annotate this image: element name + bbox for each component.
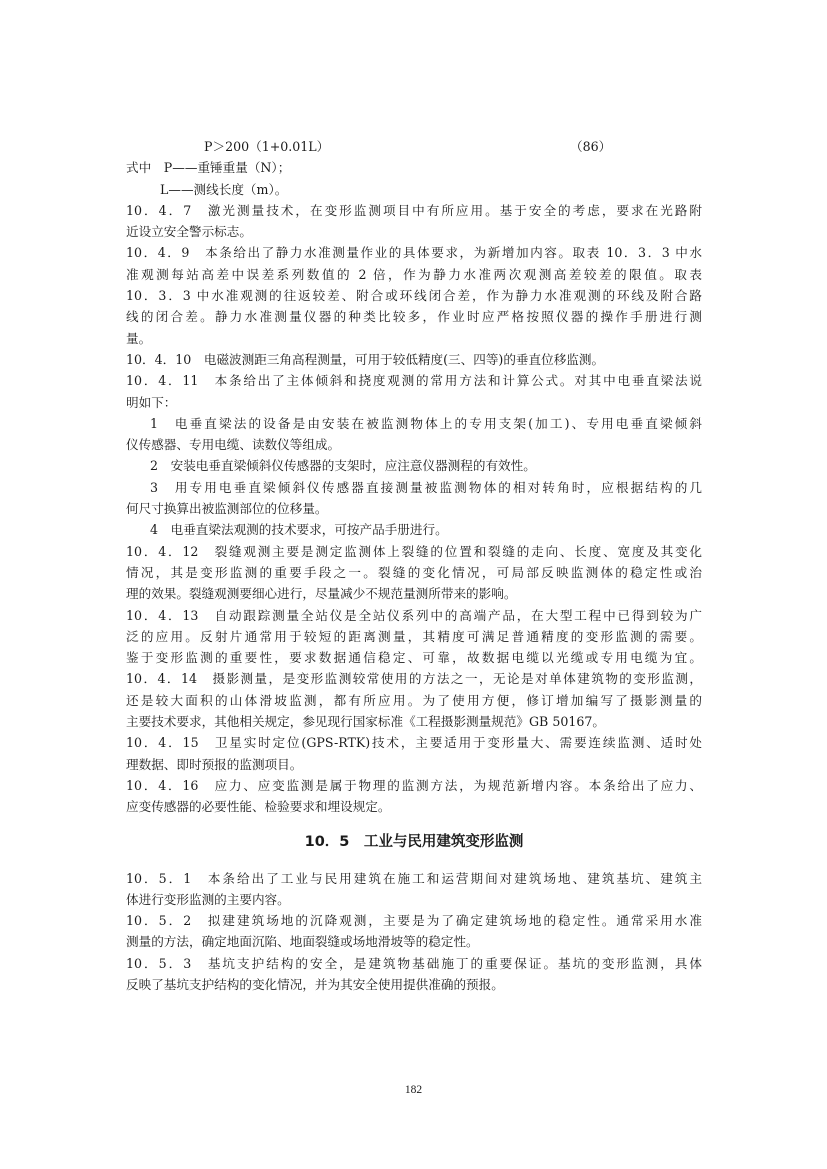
text-line: 应变传感器的必要性能、检验要求和埋设规定。	[126, 799, 391, 815]
text-line: 何尺寸换算出被监测部位的位移量。	[126, 501, 328, 517]
text-line: 体进行变形监测的主要内容。	[126, 891, 290, 907]
text-line: 10．4．16 应力、应变监测是属于物理的监测方法，为规范新增内容。本条给出了应力、	[126, 777, 702, 793]
text-line: 10．5．1 本条给出了工业与民用建筑在施工和运营期间对建筑场地、建筑基坑、建筑主	[126, 870, 702, 886]
formula-line	[126, 136, 702, 157]
page-number: 182	[404, 1084, 423, 1096]
page-body	[126, 136, 702, 995]
text-line: 10．4．10 电磁波测距三角高程测量，可用于较低精度(三、四等)的垂直位移监测。	[126, 351, 605, 367]
text-line: 10．4．15 卫星实时定位(GPS-RTK)技术，主要适用于变形量大、需要连续监测、适时处	[126, 735, 702, 751]
section-heading: 10．5 工业与民用建筑变形监测	[304, 833, 524, 850]
text-line: 10．5．3 基坑支护结构的安全，是建筑物基础施丁的重要保证。基坑的变形监测，具体	[126, 955, 702, 971]
text-line: 10．4．14 摄影测量，是变形监测较常使用的方法之一，无论是对单体建筑物的变形监测，	[126, 671, 702, 687]
text-line: 线的闭合差。静力水准测量仪器的种类比较多，作业时应严格按照仪器的操作手册进行测	[126, 309, 702, 325]
formula-expression: P＞200（1+0.01L）	[204, 139, 330, 154]
text-line: 情况，其是变形监测的重要手段之一。裂缝的变化情况，可局部反映监测体的稳定性或治	[126, 564, 702, 580]
text-line: 量。	[126, 330, 152, 346]
text-line: 理的效果。裂缝观测要细心进行，尽量减少不规范量测所带来的影响。	[126, 586, 517, 602]
text-line: 10．5．2 拟建建筑场地的沉降观测，主要是为了确定建筑场地的稳定性。通常采用水准	[126, 913, 702, 929]
list-item-line: 3 用专用电垂直梁倾斜仪传感器直接测量被监测物体的相对转角时，应根据结构的几	[150, 479, 702, 495]
text-line: 10．4．13 自动跟踪测量全站仪是全站仪系列中的高端产品，在大型工程中已得到较为广	[126, 607, 702, 623]
text-line: 近设立安全警示标志。	[126, 224, 252, 240]
list-item-line: 1 电垂直梁法的设备是由安装在被监测物体上的专用支架(加工)、专用电垂直梁倾斜	[150, 415, 702, 431]
text-line: 10．4．7 激光测量技术，在变形监测项目中有所应用。基于安全的考虑，要求在光路附	[126, 202, 702, 218]
text-line: 测量的方法，确定地面沉陷、地面裂缝或场地滑坡等的稳定性。	[126, 934, 479, 950]
text-line: 准观测每站高差中误差系列数值的 2 倍，作为静力水准两次观测高差较差的限值。取表	[126, 266, 702, 282]
text-line: 10．4．9 本条给出了静力水准测量作业的具体要求，为新增加内容。取表 10．3．3 中水	[126, 245, 702, 261]
text-line: 10．3．3 中水准观测的往返较差、附合或环线闭合差，作为静力水准观测的环线及附合路	[126, 288, 702, 304]
text-line: 还是较大面积的山体滑坡监测，都有所应用。为了使用方便，修订增加编写了摄影测量的	[126, 692, 702, 708]
text-line: 仪传感器、专用电缆、读数仪等组成。	[126, 437, 341, 453]
text-line: 明如下：	[126, 394, 177, 410]
text-line: 10．4．12 裂缝观测主要是测定监测体上裂缝的位置和裂缝的走向、长度、宽度及其变化	[126, 543, 702, 559]
list-item-line: 4 电垂直梁法观测的技术要求，可按产品手册进行。	[150, 522, 448, 538]
formula-number: （86）	[570, 139, 612, 154]
text-line: 主要技术要求，其他相关规定，参见现行国家标准《工程摄影测量规范》GB 50167。	[126, 714, 605, 730]
text-line: 10．4．11 本条给出了主体倾斜和挠度观测的常用方法和计算公式。对其中电垂直梁法说	[126, 373, 702, 389]
list-item-line: 2 安装电垂直梁倾斜仪传感器的支架时，应注意仪器测程的有效性。	[150, 458, 536, 474]
text-line: 泛的应用。反射片通常用于较短的距离测量，其精度可满足普通精度的变形监测的需要。	[126, 628, 702, 644]
text-line: 理数据、即时预报的监测项目。	[126, 756, 303, 772]
where-line: L——测线长度（m）。	[160, 181, 288, 197]
text-line: 反映了基坑支护结构的变化情况，并为其安全使用提供准确的预报。	[126, 976, 504, 992]
where-line: 式中 P——重锤重量（N）；	[126, 160, 291, 176]
text-line: 鉴于变形监测的重要性，要求数据通信稳定、可靠，故数据电缆以光缆或专用电缆为宜。	[126, 650, 702, 666]
